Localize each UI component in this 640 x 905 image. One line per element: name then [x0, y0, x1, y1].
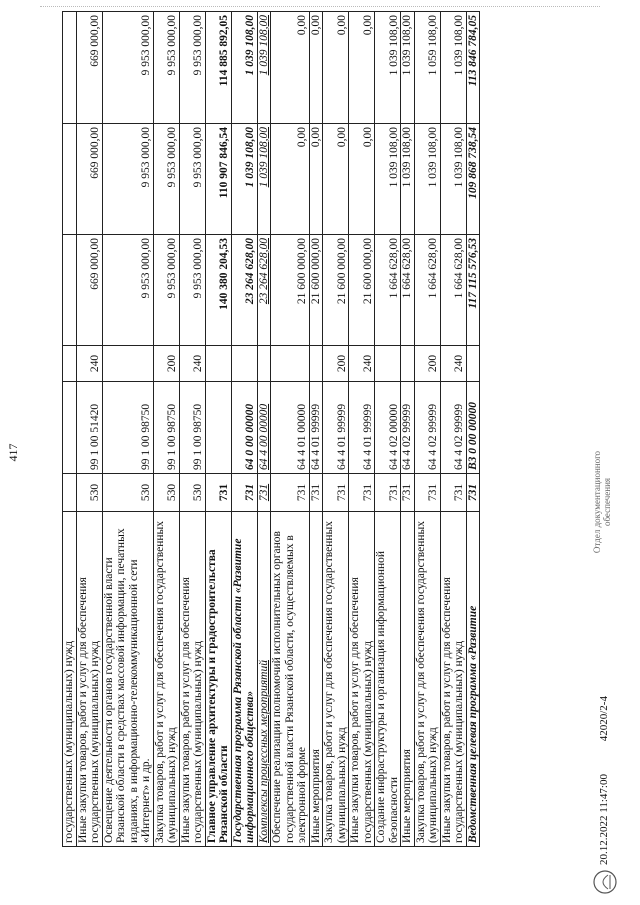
- table-body: [63, 12, 480, 847]
- cell-value-2024: 0,00: [271, 124, 310, 235]
- table-row: [257, 12, 271, 847]
- table-row: [76, 12, 102, 847]
- cell-value-2023: 9 953 000,00: [153, 235, 179, 346]
- cell-value-2025: 1 039 108,00: [401, 12, 415, 124]
- cell-vr: [309, 346, 323, 382]
- cell-value-2025: 669 000,00: [76, 12, 102, 124]
- cell-value-2025: 1 059 108,00: [414, 12, 440, 124]
- table-row: [440, 12, 466, 847]
- cell-value-2023: 669 000,00: [76, 235, 102, 346]
- cell-value-2023: 9 953 000,00: [179, 235, 205, 346]
- cell-vr: [257, 346, 271, 382]
- table-row: [153, 12, 179, 847]
- cell-name: Иные закупки товаров, работ и услуг для обеспечения государственных (муниципальных) нужд: [440, 512, 466, 847]
- cell-vr: 200: [414, 346, 440, 382]
- cell-ved: 731: [440, 474, 466, 512]
- cell-value-2024: 9 953 000,00: [102, 124, 153, 235]
- budget-table: [62, 11, 480, 847]
- cell-value-2025: 113 846 784,05: [466, 12, 480, 124]
- cell-value-2023: 23 264 628,00: [231, 235, 257, 346]
- cell-name: Закупка товаров, работ и услуг для обеспечения государственных (муниципальных) нужд: [414, 512, 440, 847]
- cell-value-2025: [63, 12, 77, 124]
- table-row: [349, 12, 375, 847]
- cell-name: Закупка товаров, работ и услуг для обеспечения государственных (муниципальных) нужд: [323, 512, 349, 847]
- cell-value-2023: 21 600 000,00: [349, 235, 375, 346]
- cell-value-2023: 140 380 204,53: [205, 235, 231, 346]
- cell-value-2025: 9 953 000,00: [153, 12, 179, 124]
- cell-value-2023: 9 953 000,00: [102, 235, 153, 346]
- cell-ved: 731: [205, 474, 231, 512]
- cell-ved: 731: [414, 474, 440, 512]
- cell-value-2024: 1 039 108,00: [440, 124, 466, 235]
- cell-value-2024: 0,00: [309, 124, 323, 235]
- cell-value-2025: 1 039 108,00: [231, 12, 257, 124]
- cell-vr: [271, 346, 310, 382]
- cell-value-2025: 0,00: [309, 12, 323, 124]
- cell-name: государственных (муниципальных) нужд: [63, 512, 77, 847]
- cell-csr: В3 0 00 00000: [466, 382, 480, 474]
- cell-value-2024: 110 907 846,54: [205, 124, 231, 235]
- stamp-line-1: Отдел документационного: [592, 450, 602, 554]
- table-row: [414, 12, 440, 847]
- cell-vr: [375, 346, 401, 382]
- cell-value-2023: 23 264 628,00: [257, 235, 271, 346]
- footer-doc-code: 42020/2-4: [598, 696, 610, 742]
- cell-value-2025: 1 039 108,00: [440, 12, 466, 124]
- cell-vr: 240: [76, 346, 102, 382]
- table-row: [401, 12, 415, 847]
- cell-value-2024: 1 039 108,00: [414, 124, 440, 235]
- cell-csr: 99 1 00 98750: [179, 382, 205, 474]
- cell-csr: 64 4 01 99999: [349, 382, 375, 474]
- cell-value-2025: 1 039 108,00: [375, 12, 401, 124]
- table-row: [323, 12, 349, 847]
- cell-csr: 64 4 02 99999: [401, 382, 415, 474]
- cell-value-2023: 21 600 000,00: [323, 235, 349, 346]
- cell-value-2023: 1 664 628,00: [375, 235, 401, 346]
- cell-value-2025: 0,00: [323, 12, 349, 124]
- cell-name: Комплексы процессных мероприятий: [257, 512, 271, 847]
- table-row: [102, 12, 153, 847]
- cell-vr: [401, 346, 415, 382]
- cell-vr: 200: [153, 346, 179, 382]
- cell-value-2024: 1 039 108,00: [231, 124, 257, 235]
- cell-csr: 64 4 02 99999: [414, 382, 440, 474]
- cell-value-2025: 114 885 892,05: [205, 12, 231, 124]
- cell-value-2023: 1 664 628,00: [440, 235, 466, 346]
- table-row: [309, 12, 323, 847]
- cell-name: Освещение деятельности органов государственной власти Рязанской области в средствах массовой информации, печатных изданиях, в информационно-телекоммуникационной сети «Интернет» и др.: [102, 512, 153, 847]
- cell-value-2024: 0,00: [323, 124, 349, 235]
- cell-value-2024: 1 039 108,00: [401, 124, 415, 235]
- cell-ved: 530: [102, 474, 153, 512]
- cell-csr: 99 1 00 98750: [153, 382, 179, 474]
- cell-value-2024: 669 000,00: [76, 124, 102, 235]
- cell-csr: 64 0 00 00000: [231, 382, 257, 474]
- cell-ved: 530: [179, 474, 205, 512]
- cell-vr: 240: [440, 346, 466, 382]
- cell-csr: 99 1 00 51420: [76, 382, 102, 474]
- cell-ved: [63, 474, 77, 512]
- cell-csr: 64 4 02 99999: [440, 382, 466, 474]
- cell-csr: [63, 382, 77, 474]
- cell-name: Государственная программа Рязанской области «Развитие информационного общества»: [231, 512, 257, 847]
- cell-vr: [466, 346, 480, 382]
- cell-value-2025: 9 953 000,00: [179, 12, 205, 124]
- office-stamp: [592, 417, 612, 587]
- cell-ved: 530: [153, 474, 179, 512]
- footer-datetime: 20.12.2022 11:47:00: [598, 774, 610, 865]
- table-row: [63, 12, 77, 847]
- cell-name: Иные закупки товаров, работ и услуг для обеспечения государственных (муниципальных) нужд: [76, 512, 102, 847]
- cell-csr: 64 4 00 00000: [257, 382, 271, 474]
- cell-value-2025: 0,00: [349, 12, 375, 124]
- footer: [598, 666, 610, 865]
- cell-csr: 64 4 02 00000: [375, 382, 401, 474]
- cell-vr: [102, 346, 153, 382]
- table-row: [231, 12, 257, 847]
- page-number: 417: [6, 443, 20, 462]
- cell-value-2023: 21 600 000,00: [309, 235, 323, 346]
- cell-name: Иные мероприятия: [309, 512, 323, 847]
- cell-ved: 731: [466, 474, 480, 512]
- table-row: [466, 12, 480, 847]
- cell-value-2024: 1 039 108,00: [257, 124, 271, 235]
- cell-name: Иные мероприятия: [401, 512, 415, 847]
- cell-value-2023: 117 115 576,53: [466, 235, 480, 346]
- cell-value-2024: 9 953 000,00: [179, 124, 205, 235]
- cell-value-2024: 1 039 108,00: [375, 124, 401, 235]
- cell-name: Закупка товаров, работ и услуг для обеспечения государственных (муниципальных) нужд: [153, 512, 179, 847]
- cell-value-2024: 9 953 000,00: [153, 124, 179, 235]
- cell-name: Главное управление архитектуры и градостроительства Рязанской области: [205, 512, 231, 847]
- cell-ved: 731: [375, 474, 401, 512]
- cell-name: Иные закупки товаров, работ и услуг для обеспечения государственных (муниципальных) нужд: [349, 512, 375, 847]
- cell-csr: 99 1 00 98750: [102, 382, 153, 474]
- cell-ved: 731: [309, 474, 323, 512]
- cell-vr: 240: [349, 346, 375, 382]
- cell-ved: 731: [323, 474, 349, 512]
- table-row: [205, 12, 231, 847]
- cell-value-2024: 0,00: [349, 124, 375, 235]
- cell-name: Обеспечение реализации полномочий исполнительных органов государственной власти Рязанской области, осуществляемых в электронной форме: [271, 512, 310, 847]
- cell-vr: [231, 346, 257, 382]
- cell-vr: [205, 346, 231, 382]
- document-logo-icon: [592, 869, 618, 895]
- table-row: [375, 12, 401, 847]
- cell-value-2023: 21 600 000,00: [271, 235, 310, 346]
- cell-value-2025: 9 953 000,00: [102, 12, 153, 124]
- cell-value-2023: [63, 235, 77, 346]
- stamp-line-2: обеспечения: [602, 477, 612, 527]
- cell-value-2023: 1 664 628,00: [414, 235, 440, 346]
- cell-value-2024: 109 868 738,54: [466, 124, 480, 235]
- cell-name: Иные закупки товаров, работ и услуг для обеспечения государственных (муниципальных) нужд: [179, 512, 205, 847]
- cell-vr: 200: [323, 346, 349, 382]
- cell-value-2025: 0,00: [271, 12, 310, 124]
- cell-csr: 64 4 01 99999: [323, 382, 349, 474]
- cell-csr: 64 4 01 99999: [309, 382, 323, 474]
- cell-ved: 731: [257, 474, 271, 512]
- table-row: [271, 12, 310, 847]
- cell-ved: 731: [349, 474, 375, 512]
- cell-name: Ведомственная целевая программа «Развитие: [466, 512, 480, 847]
- cell-csr: [205, 382, 231, 474]
- cell-value-2025: 1 039 108,00: [257, 12, 271, 124]
- cell-ved: 530: [76, 474, 102, 512]
- cell-value-2024: [63, 124, 77, 235]
- scan-edge-divider: [40, 6, 600, 7]
- cell-ved: 731: [231, 474, 257, 512]
- cell-vr: 240: [179, 346, 205, 382]
- cell-name: Создание инфраструктуры и организация информационной безопасности: [375, 512, 401, 847]
- table-row: [179, 12, 205, 847]
- cell-vr: [63, 346, 77, 382]
- cell-csr: 64 4 01 00000: [271, 382, 310, 474]
- cell-ved: 731: [401, 474, 415, 512]
- cell-ved: 731: [271, 474, 310, 512]
- cell-value-2023: 1 664 628,00: [401, 235, 415, 346]
